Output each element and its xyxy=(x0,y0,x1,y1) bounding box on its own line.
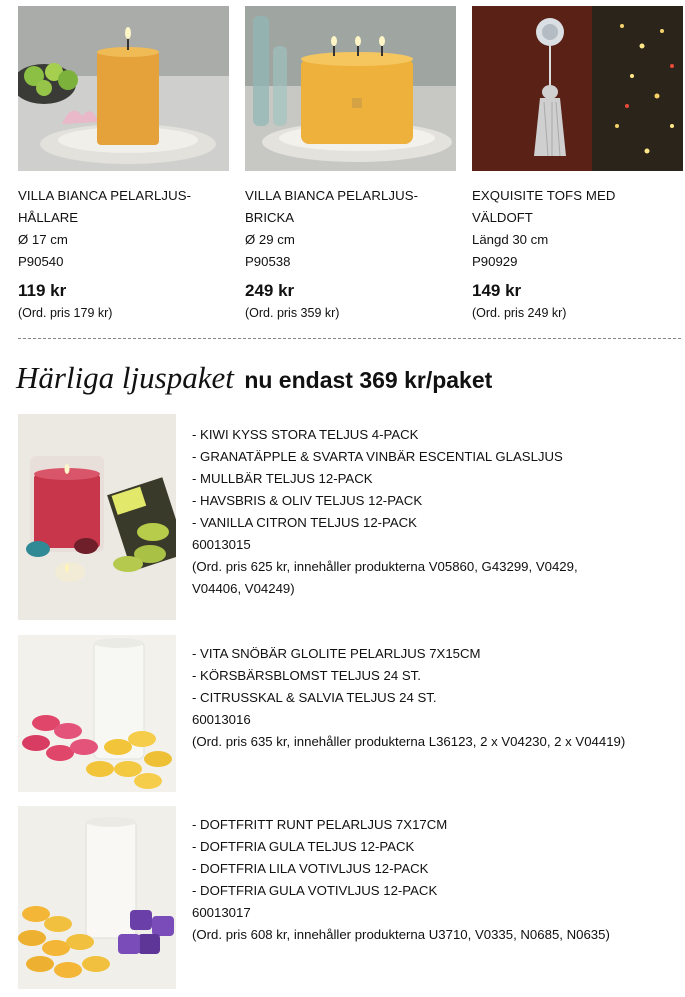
three-wick-candle-photo-icon xyxy=(245,6,456,171)
product-original-price: (Ord. pris 249 kr) xyxy=(472,306,567,320)
product-name-line-2: BRICKA xyxy=(245,210,295,225)
package-original-price: (Ord. pris 635 kr, innehåller produkterna L36123, 2 x V04230, 2 x V04419) xyxy=(192,734,626,749)
product-card-2[interactable] xyxy=(245,6,456,324)
candle-package-1-icon xyxy=(18,414,176,620)
package-item-line: - DOFTFRIA GULA TELJUS 12-PACK xyxy=(192,839,415,854)
package-item-line: - DOFTFRIA LILA VOTIVLJUS 12-PACK xyxy=(192,861,429,876)
candle-package-2-icon xyxy=(18,635,176,792)
product-sku: P90538 xyxy=(245,254,291,269)
package-item-line: - KIWI KYSS STORA TELJUS 4-PACK xyxy=(192,427,419,442)
headline-offer: nu endast 369 kr/paket xyxy=(244,367,493,393)
product-sku: P90540 xyxy=(18,254,64,269)
product-size: Ø 17 cm xyxy=(18,232,68,247)
product-name-line-1: VILLA BIANCA PELARLJUS- xyxy=(245,188,419,203)
candle-package-3-icon xyxy=(18,806,176,989)
package-original-price: (Ord. pris 608 kr, innehåller produkterna U3710, V0335, N0685, N0635) xyxy=(192,927,610,942)
tassel-photo-icon xyxy=(472,6,683,171)
package-sku: 60013016 xyxy=(192,712,251,727)
product-name-line-1: EXQUISITE TOFS MED xyxy=(472,188,616,203)
package-item-line: - KÖRSBÄRSBLOMST TELJUS 24 ST. xyxy=(192,668,421,683)
package-item-line: - DOFTFRIA GULA VOTIVLJUS 12-PACK xyxy=(192,883,438,898)
product-photo-1[interactable] xyxy=(18,6,229,171)
product-original-price: (Ord. pris 359 kr) xyxy=(245,306,340,320)
product-photo-2[interactable] xyxy=(245,6,456,171)
section-divider xyxy=(18,338,681,339)
packages-headline xyxy=(16,360,492,396)
package-photo-2[interactable] xyxy=(18,635,176,792)
package-item-line: - GRANATÄPPLE & SVARTA VINBÄR ESCENTIAL GLASLJUS xyxy=(192,449,563,464)
package-sku: 60013015 xyxy=(192,537,251,552)
package-item-line: - VANILLA CITRON TELJUS 12-PACK xyxy=(192,515,417,530)
package-sku: 60013017 xyxy=(192,905,251,920)
product-price: 119 kr xyxy=(18,281,67,300)
product-price: 249 kr xyxy=(245,281,295,300)
package-item-line: - DOFTFRITT RUNT PELARLJUS 7X17CM xyxy=(192,817,448,832)
package-original-price: (Ord. pris 625 kr, innehåller produkterna V05860, G43299, V0429, xyxy=(192,559,578,574)
package-photo-1[interactable] xyxy=(18,414,176,620)
product-original-price: (Ord. pris 179 kr) xyxy=(18,306,113,320)
product-name-line-2: VÄLDOFT xyxy=(472,210,533,225)
product-price: 149 kr xyxy=(472,281,522,300)
product-size: Längd 30 cm xyxy=(472,232,549,247)
package-item-line: - VITA SNÖBÄR GLOLITE PELARLJUS 7X15CM xyxy=(192,646,481,661)
product-card-1[interactable] xyxy=(18,6,229,324)
product-size: Ø 29 cm xyxy=(245,232,295,247)
package-text-2 xyxy=(192,643,625,753)
product-photo-3[interactable] xyxy=(472,6,683,171)
product-sku: P90929 xyxy=(472,254,518,269)
package-photo-3[interactable] xyxy=(18,806,176,989)
package-item-line: - HAVSBRIS & OLIV TELJUS 12-PACK xyxy=(192,493,423,508)
product-card-3[interactable] xyxy=(472,6,683,324)
product-name-line-1: VILLA BIANCA PELARLJUS- xyxy=(18,188,192,203)
package-item-line: - MULLBÄR TELJUS 12-PACK xyxy=(192,471,373,486)
package-item-line: - CITRUSSKAL & SALVIA TELJUS 24 ST. xyxy=(192,690,437,705)
package-original-price-cont: V04406, V04249) xyxy=(192,581,295,596)
headline-script: Härliga ljuspaket xyxy=(16,360,234,395)
package-text-1 xyxy=(192,424,578,600)
package-text-3 xyxy=(192,814,610,946)
pillar-candle-photo-icon xyxy=(18,6,229,171)
product-name-line-2: HÅLLARE xyxy=(18,210,79,225)
